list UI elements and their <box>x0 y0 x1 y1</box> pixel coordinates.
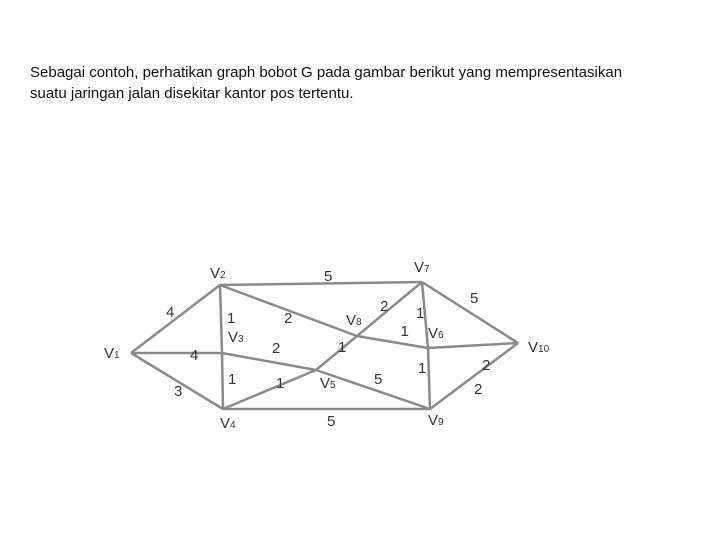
vertex-label-v4: V4 <box>220 415 236 432</box>
edge-v6-v9 <box>428 348 430 409</box>
weight-v7-v10: 5 <box>470 290 479 307</box>
edge-v3-v5 <box>222 353 316 370</box>
vertex-label-v1: V1 <box>104 345 120 362</box>
weight-v4-v5: 1 <box>276 375 285 392</box>
vertex-label-v7: V7 <box>414 259 430 276</box>
edge-v5-v8 <box>316 336 357 370</box>
weight-v3-v4: 1 <box>228 371 237 388</box>
weight-v3-v5: 2 <box>272 340 281 357</box>
edge-v4-v5 <box>223 370 316 409</box>
weight-v2-v3: 1 <box>227 310 236 327</box>
edge-v6-v10 <box>428 343 518 348</box>
edge-v8-v6 <box>357 336 428 348</box>
intro-line-1: Sebagai contoh, perhatikan graph bobot G pada gambar berikut yang mempresentasikan <box>30 64 623 81</box>
weight-v8-v6: 1 <box>400 323 409 340</box>
vertex-label-v6: V6 <box>428 325 444 342</box>
weight-v1-v3: 4 <box>190 347 199 364</box>
vertex-label-v2: V2 <box>210 265 226 282</box>
weight-v4-v9: 5 <box>327 413 336 430</box>
vertex-label-v9: V9 <box>428 412 444 429</box>
weight-v1-v2: 4 <box>166 304 175 321</box>
vertex-label-v5: V5 <box>320 375 336 392</box>
weight-v5-v9: 5 <box>374 371 383 388</box>
edge-v1-v4 <box>131 353 223 409</box>
edge-v3-v4 <box>222 353 223 409</box>
edge-v2-v7 <box>220 282 422 285</box>
weight-v6-v9: 2 <box>474 381 483 398</box>
weight-v5-v8: 1 <box>338 339 347 356</box>
vertex-label-v3: V3 <box>228 329 244 346</box>
weight-v2-v8: 2 <box>284 310 293 327</box>
weight-v6-v10: 1 <box>418 360 427 377</box>
intro-line-2: suatu jaringan jalan disekitar kantor pos tertentu. <box>30 85 354 102</box>
weight-v7-v6: 1 <box>416 305 425 322</box>
edge-v9-v10 <box>430 343 518 409</box>
edge-v8-v7 <box>357 282 425 336</box>
vertex-label-v8: V8 <box>346 312 362 329</box>
edge-v2-v3 <box>220 285 222 353</box>
weight-v1-v4: 3 <box>174 383 183 400</box>
vertex-label-v10: V10 <box>528 339 550 356</box>
weight-v8-v7: 2 <box>380 298 389 315</box>
edge-weights <box>166 268 490 430</box>
edge-v1-v2 <box>131 285 220 353</box>
weight-v2-v7: 5 <box>324 268 333 285</box>
weight-v9-v10: 2 <box>482 357 491 374</box>
